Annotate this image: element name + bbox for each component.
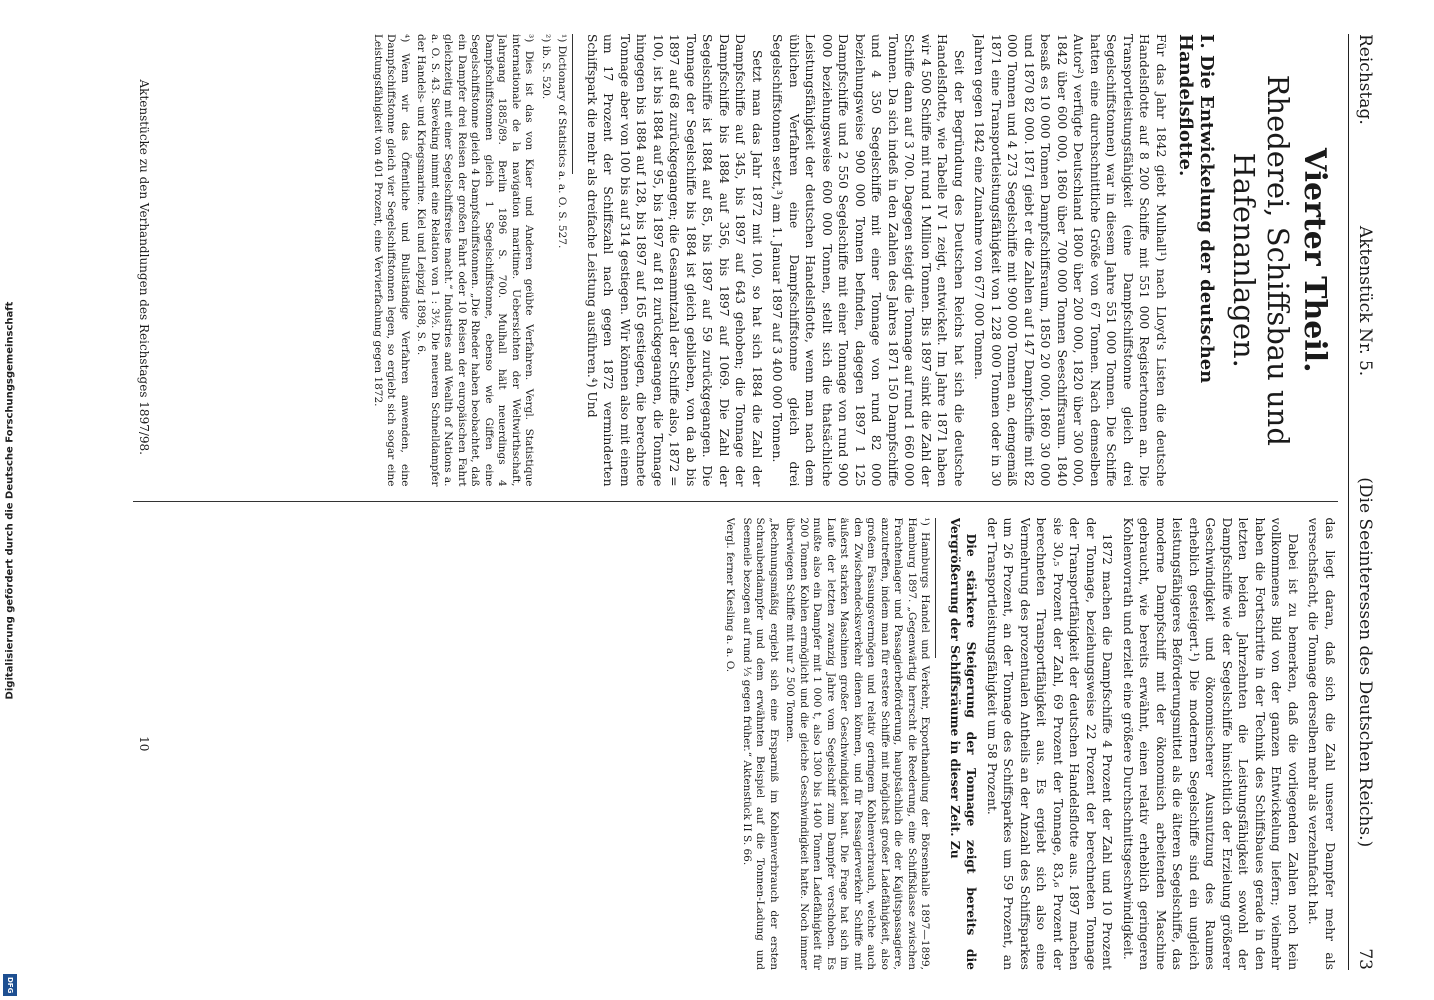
left-body: [584, 34, 1170, 487]
paragraph: Seit der Begründung des Deutschen Reichs hat sich die deutsche Handelsflotte, wie Tabelle IV 1 zeigt, entwickelt. Im Jahre 1871 haben wir 4 500 Schiffe mit rund 1 Million Tonnen. Bis 1897 sinkt die Zahl der Schiffe dann auf 3 700. Dagegen steigt die Tonnage auf rund 1 660 000 Tonnen. Da sich indeß in den Zahlen des Jahres 1871 150 Dampfschiffe und 4 350 Segelschiffe mit einer Tonnage von rund 82 000 beziehungsweise 900 000 Tonnen befinden, dagegen 1897 1 125 Dampfschiffe und 2 550 Segelschiffe mit einer Tonnage von rund 900 000 beziehungsweise 600 000 Tonnen, stellt sich die thatsächliche Leistungsfähigkeit der deutschen Handelsflotte, wenn man nach dem üblichen Verfahren eine Dampfschiffstonne gleich drei Segelschiffstonnen setzt,³) am 1. Januar 1897 auf 3 400 000 Tonnen.: [770, 34, 966, 487]
footnote: ¹) Dictionary of Statistics a. a. O. S. 527.: [556, 34, 569, 249]
right-column: [133, 518, 1338, 971]
running-head: [1348, 34, 1375, 970]
left-column: [133, 34, 1338, 502]
page-footer-number: 10: [137, 736, 151, 752]
right-footnotes: [723, 518, 932, 971]
part-subtitle: Rhederei, Schiffsbau und Hafenanlagen.: [1227, 74, 1295, 446]
digitization-credit: [2, 0, 18, 1000]
paragraph: 1872 machen die Dampfschiffe 4 Prozent der Zahl und 10 Prozent der Tonnage, beziehungsweise 22 Prozent der berechneten Tonnage der Transportfähigkeit der deutschen Handelsflotte aus. 1897 machen sie 30,₅ Prozent der Zahl, 69 Prozent der Tonnage, 83,₆ Prozent der berechneten Transportfähigkeit aus. Es ergiebt sich also eine Vermehrung des prozentualen Antheils an der Anzahl des Schiffsparkes um 26 Prozent, an der Tonnage des Schiffsparkes um 59 Prozent, an der Transportleistungsfähigkeit um 58 Prozent.: [985, 517, 1115, 970]
page-number: 73: [1355, 948, 1375, 970]
document-page: [37, 0, 1397, 1000]
part-title: Vierter Theil.: [1297, 147, 1332, 373]
footnote: ⁴) Wenn wir das Öffentliche und Bullständige Verfahren anwenden, eine Dampfschiffstonne gleich vier Segelschiffstonnen legen, so ergiebt sich sogar eine Leistungsfähigkeit von 401 Prozent, eine Vervierfachung gegen 1872.: [372, 34, 411, 487]
footnote: Vergl. ferner Kiesling a. a. O.: [724, 517, 737, 673]
footnote: ¹) Hamburgs Handel und Verkehr, Exporthandlung der Börsenhalle 1897—1899, Hamburg 1897. „Gegenwärtig herrscht die Reederung, eine Schiffsklasse zwischen Frachtenlager und Passagierbeförderung, hauptsächlich die der Kajütspassagiere, anzutreffen, indem man für erstere Schiffe mit möglichst großer Ladefähigkeit, also großem Fassungsvermögen und relativ geringem Kohlenverbrauch, welche auch den Zwischendecksverkehr dienen können, und für Passagierverkehr Schiffe mit äußerst starken Maschinen großer Geschwindigkeit baut. Die Frage hat sich im Laufe der letzten zwanzig Jahre vom Segelschiff zum Dampfer verschoben. Es mußte also ein Dampfer mit 1 000 t, also 1300 bis 1400 Tonnen Ladefähigkeit für 200 Tonnen Kohlen ermöglicht und die gleiche Geschwindigkeit hatte. Noch immer überwiegen Schiffe mit nur 2 500 Tonnen.: [784, 517, 932, 970]
header-center: Aktenstück Nr. 5.: [1355, 225, 1375, 377]
right-body: [947, 518, 1339, 971]
paragraph: Für das Jahr 1842 giebt Mulhall¹) nach Lloyd's Listen die deutsche Handelsflotte auf 8 200 Schiffe mit 551 000 Registertonnen an. Die Transportleistungsfähigkeit (eine Dampfschiffstonne gleich drei Segelschiffstonnen) war in diesem Jahre 551 000 Tonnen. Die Schiffe hatten eine durchschnittliche Größe von 67 Tonnen. Nach demselben Autor²) verfügte Deutschland 1800 über 200 000, 1820 über 300 000, 1842 über 600 000, 1860 über 700 000 Tonnen Seeschiffsraum. 1840 besaß es 10 000 Tonnen Dampfschiffsraum, 1850 20 000, 1860 30 000 und 1870 82 000. 1871 giebt er die Zahlen auf 147 Dampfschiffe mit 82 000 Tonnen und 4 273 Segelschiffe mit 900 000 Tonnen an, demgemäß 1871 eine Transportleistungsfähigkeit von 1 228 000 Tonnen oder in 30 Jahren gegen 1842 eine Zunahme von 677 000 Tonnen.: [972, 34, 1168, 487]
header-right: (Die Seeinteressen des Deutschen Reichs.): [1355, 477, 1375, 848]
footnote: „Rechnungsmäßig ergiebt sich eine Ersparniß im Kohlenverbrauch der ersten Schraubendampfer und dem erwähnten Beispiel auf die Tonnen-Ladung und Seemeile bezogen auf rund ⅓ gegen früher.“ Aktenstück II S. 66.: [741, 517, 780, 970]
paragraph: Setzt man das Jahr 1872 mit 100, so hat sich 1884 die Zahl der Dampfschiffe auf 345, bis 1897 auf 643 gehoben; die Tonnage der Dampfschiffe bis 1884 auf 356, bis 1897 auf 1069. Die Zahl der Segelschiffe ist 1884 auf 85, bis 1897 auf 59 zurückgegangen. Die Tonnage der Segelschiffe bis 1884 ist gleich geblieben, von da ab bis 1897 auf 68 zurückgegangen; die Gesammtzahl der Schiffe also, 1872 = 100, ist bis 1884 auf 95, bis 1897 auf 81 zurückgegangen, die Tonnage hingegen bis 1884 auf 128, bis 1897 auf 165 gestiegen, die berechnete Tonnage aber von 100 bis auf 314 gestiegen. Wir können also mit einem um 17 Prozent der Schiffszahl nach gegen 1872 verminderten Schiffspark die mehr als dreifache Leistung ausführen.⁴) Und: [585, 34, 764, 487]
paragraph: das liegt daran, daß sich die Zahl unserer Dampfer mehr als versechsfacht, die Tonnage derselben mehr als verzehnfacht hat.: [1306, 517, 1337, 970]
bottom-line: Aktenstücke zu den Verhandlungen des Reichstages 1897/98.: [137, 79, 151, 455]
dfg-logo: DFG: [3, 974, 17, 996]
header-left: Reichstag.: [1355, 34, 1375, 125]
left-footnotes: [371, 34, 569, 487]
paragraph: Die stärkere Steigerung der Tonnage zeigt bereits die Vergrößerung der Schiffsräume in dieser Zeit. Zu: [948, 517, 980, 970]
footnote-rule: [936, 518, 937, 658]
footnote-rule: [573, 34, 574, 174]
paragraph: Dabei ist zu bemerken, daß die vorliegenden Zahlen noch kein vollkommenes Bild von der ganzen Entwickelung liefern; vielmehr haben die Fortschritte in der Technik des Schiffsbaues gerade in den letzten beiden Jahrzehnten die Leistungsfähigkeit sowohl der Dampfschiffe wie der Segelschiffe hinsichtlich der Erzielung größerer Geschwindigkeit und ökonomischerer Ausnutzung des Raumes erheblich gesteigert.¹) Die modernen Segelschiffe sind ein ungleich leistungsfähigeres Beförderungsmittel als die älteren Segelschiffe, das moderne Dampfschiff mit der ökonomisch arbeitenden Maschine gebraucht, wie bereits erwähnt, einen relativ erheblich geringeren Kohlenvorrath und erzielt eine größere Durchschnittsgeschwindigkeit.: [1121, 517, 1300, 970]
footnote: ²) ib. S. 520.: [540, 34, 552, 100]
credit-text: Digitalisierung gefördert durch die Deutsche Forschungsgemeinschaft: [4, 301, 16, 699]
section-title: I. Die Entwickelung der deutschen Handelsflotte.: [1175, 34, 1217, 384]
footnote: ³) Dies ist das von Kiaer und Anderen geübte Verfahren. Vergl. Statistique internationale de la navigation maritime. Uebersichten der Weltwirthschaft, Jahrgang 1885/89. Berlin 1896 S. 700. Mulhall hält neuerdings 4 Dampfschiffstonnen gleich 1 Segelschiffstonne, ebenso wie Giffen eine Segelschiffstonne gleich 4 Dampfschiffstonnen. „Die Rheder haben beobachtet, daß ein Dampfer drei Reisen der großen Fahrt oder 10 Reisen der europäischen Fahrt gleichzeitig mit einer Segelschiffsreise macht.“ Industries and Wealth of Nations a. a. O. S. 43. Sieveking nimmt eine Relation von 1 : 3½. Die neueren Schnelldampfer der Handels- und Kriegsmarine. Kiel und Leipzig 1898, S. 6.: [415, 34, 536, 487]
